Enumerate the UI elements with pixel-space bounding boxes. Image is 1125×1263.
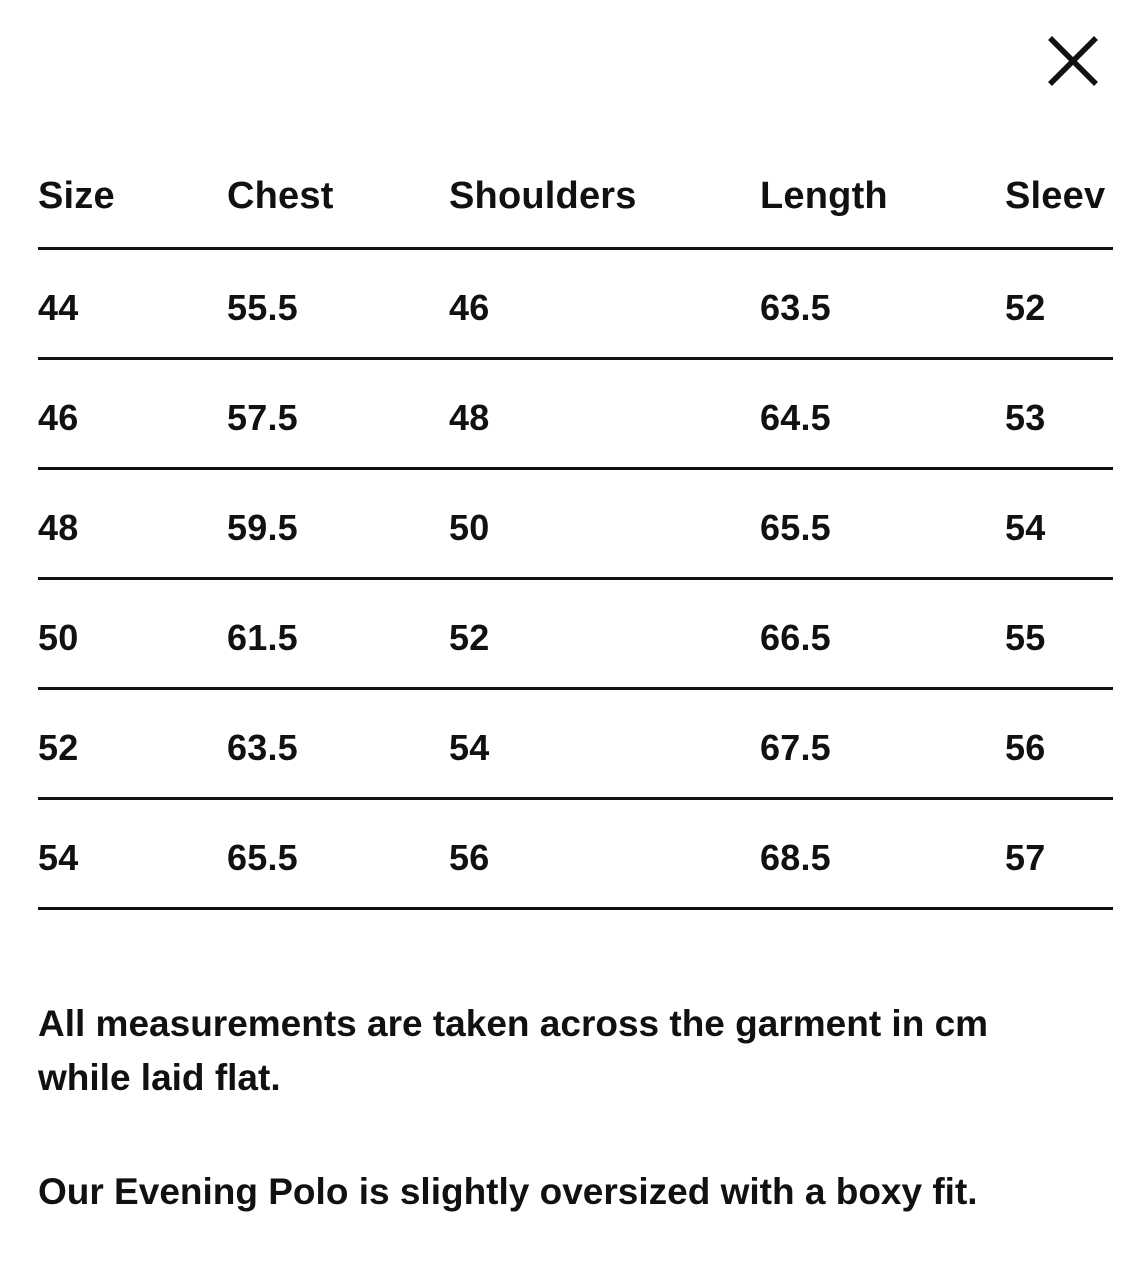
cell-chest: 65.5 bbox=[227, 837, 298, 878]
cell-chest: 61.5 bbox=[227, 617, 298, 658]
cell-sleeve: 52 bbox=[1005, 287, 1046, 328]
table-row bbox=[38, 250, 1113, 360]
cell-size: 44 bbox=[38, 287, 79, 328]
cell-sleeve: 53 bbox=[1005, 397, 1046, 438]
table-row bbox=[38, 800, 1113, 910]
cell-sleeve: 56 bbox=[1005, 727, 1046, 768]
close-button[interactable] bbox=[1038, 26, 1104, 92]
size-table bbox=[38, 140, 1113, 910]
cell-length: 65.5 bbox=[760, 507, 831, 548]
cell-size: 50 bbox=[38, 617, 79, 658]
cell-size: 48 bbox=[38, 507, 79, 548]
measurement-note: All measurements are taken across the garment in cm while laid flat. bbox=[38, 1003, 989, 1098]
table-row bbox=[38, 360, 1113, 470]
cell-chest: 63.5 bbox=[227, 727, 298, 768]
cell-shoulders: 50 bbox=[449, 507, 490, 548]
column-header-size: Size bbox=[38, 175, 115, 217]
table-row bbox=[38, 580, 1113, 690]
table-row bbox=[38, 470, 1113, 580]
cell-size: 54 bbox=[38, 837, 79, 878]
cell-shoulders: 46 bbox=[449, 287, 490, 328]
cell-sleeve: 55 bbox=[1005, 617, 1046, 658]
cell-chest: 59.5 bbox=[227, 507, 298, 548]
table-header-row bbox=[38, 140, 1113, 250]
cell-length: 67.5 bbox=[760, 727, 831, 768]
column-header-chest: Chest bbox=[227, 175, 334, 217]
cell-length: 63.5 bbox=[760, 287, 831, 328]
cell-chest: 55.5 bbox=[227, 287, 298, 328]
cell-size: 46 bbox=[38, 397, 79, 438]
cell-sleeve: 54 bbox=[1005, 507, 1046, 548]
cell-shoulders: 52 bbox=[449, 617, 490, 658]
cell-sleeve: 57 bbox=[1005, 837, 1046, 878]
close-icon bbox=[1038, 26, 1104, 92]
fit-note: Our Evening Polo is slightly oversized with a boxy fit. bbox=[38, 1171, 978, 1212]
cell-chest: 57.5 bbox=[227, 397, 298, 438]
size-table-scroll-area[interactable] bbox=[38, 140, 1113, 910]
cell-length: 64.5 bbox=[760, 397, 831, 438]
cell-shoulders: 54 bbox=[449, 727, 490, 768]
column-header-shoulders: Shoulders bbox=[449, 175, 637, 217]
cell-shoulders: 56 bbox=[449, 837, 490, 878]
column-header-sleeve: Sleev bbox=[1005, 175, 1106, 217]
table-row bbox=[38, 690, 1113, 800]
cell-size: 52 bbox=[38, 727, 79, 768]
cell-length: 66.5 bbox=[760, 617, 831, 658]
cell-length: 68.5 bbox=[760, 837, 831, 878]
column-header-length: Length bbox=[760, 175, 888, 217]
cell-shoulders: 48 bbox=[449, 397, 490, 438]
